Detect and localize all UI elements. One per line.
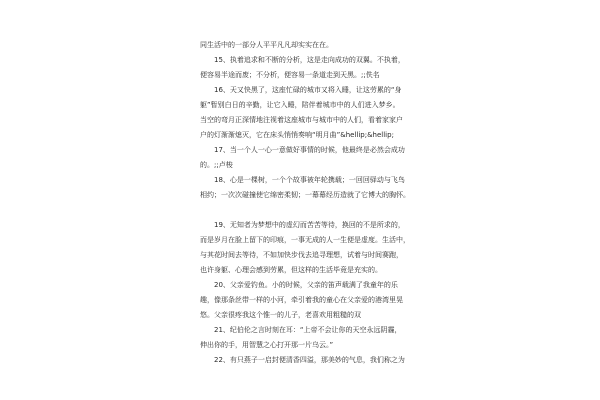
text-line: 也许身躯、心理会感到劳累，但这样的生活毕竟是充实的。 xyxy=(200,266,382,274)
text-line: 19、无知者为梦想中的虚幻而苦苦等待，换回的不是所求的， xyxy=(200,221,405,229)
text-line: 伸出你的手，用智慧之心打开那一片乌云。” xyxy=(200,341,334,349)
text-line: 与其花时间去等待，不如加快步伐去追寻理想，试着与时间赛跑， xyxy=(200,251,403,259)
text-line: 相约；一次次碰撞使它绵密柔韧；一幕幕经历造就了它博大的胸怀。 xyxy=(200,191,410,199)
text-line: 趣，像那条丝带一样的小河，牵引着我的童心在父亲爱的港湾里晃 xyxy=(200,296,403,304)
text-line: 而是岁月在脸上留下的印痕，一事无成的人一生便是虚度。生活中， xyxy=(200,236,410,244)
text-line: 的。;;卢梭 xyxy=(200,161,233,169)
text-line: 便容易半途而废；不分析，便容易一条道走到天黑。;;佚名 xyxy=(200,71,380,79)
text-line: 同生活中的一部分人平平凡凡却实实在在。 xyxy=(200,41,333,49)
text-line: 20、父亲爱钓鱼。小的时候，父亲的笛声载满了我童年的乐 xyxy=(200,281,398,289)
text-line: 当空的弯月正深情地注视着这座城市与城市中的人们，看着家家户 xyxy=(200,116,403,124)
text-line: 户的灯渐渐熄灭，它在床头悄悄奏响“明月曲”&hellip;&hellip; xyxy=(200,131,394,139)
text-line: 悠。父亲很疼我这个惟一的儿子，老喜欢用粗糙的双 xyxy=(200,311,361,319)
text-line: 躯”暂别白日的辛勤，让它入睡，陪伴着城市中的人们进入梦乡。 xyxy=(200,101,400,109)
text-line: 22、有只燕子一启封便清香四溢，那美妙的气息，我们称之为 xyxy=(200,356,405,364)
text-line: 21、纪伯伦之言时刻在耳：“上帝不会让你的天空永远阴霾， xyxy=(200,326,402,334)
text-line: 17、当一个人一心一意做好事情的时候，他最终是必然会成功 xyxy=(200,146,405,154)
text-line: 15、执着追求和不断的分析，这是走向成功的双翼。不执着， xyxy=(200,56,405,64)
text-line: 18、心是一棵树，一个个故事被年轮携载；一回回驿动与飞鸟 xyxy=(200,176,405,184)
text-line: 16、天又快黑了，这座忙碌的城市又将入睡，让这劳累的“身 xyxy=(200,86,402,94)
